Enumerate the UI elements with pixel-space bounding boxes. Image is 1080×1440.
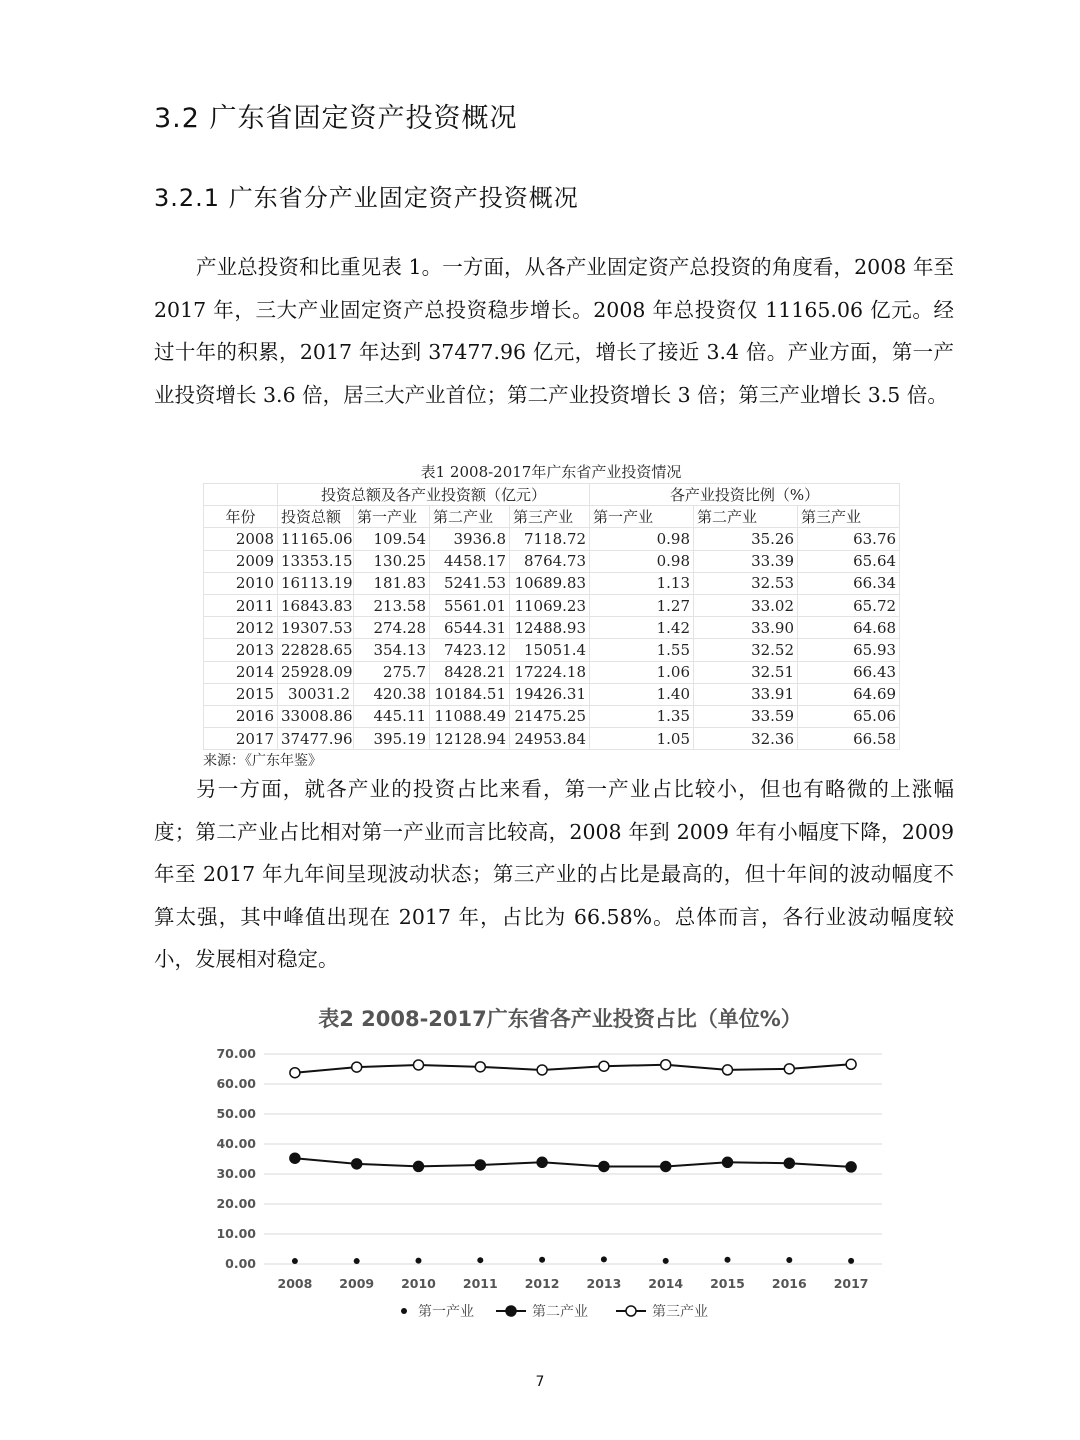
x-tick-label: 2017 (833, 1276, 869, 1291)
table-1-body (204, 528, 900, 750)
table-row (204, 705, 900, 727)
table-cell: 7118.72 (510, 528, 590, 550)
legend-marker (506, 1306, 516, 1316)
table-cell: 37477.96 (278, 728, 354, 750)
table-corner-cell (204, 484, 278, 506)
table-cell: 64.68 (798, 617, 900, 639)
table-cell: 1.27 (590, 594, 694, 616)
y-tick-label: 0.00 (225, 1256, 256, 1271)
table-cell: 33.91 (694, 683, 798, 705)
data-point-series-3 (414, 1060, 424, 1070)
table-cell-year: 2014 (204, 661, 278, 683)
table-cell: 4458.17 (430, 550, 510, 572)
x-tick-label: 2013 (586, 1276, 622, 1291)
table-cell: 0.98 (590, 528, 694, 550)
data-point-series-3 (475, 1062, 485, 1072)
table-cell: 17224.18 (510, 661, 590, 683)
legend-marker (626, 1306, 636, 1316)
table-cell: 24953.84 (510, 728, 590, 750)
y-tick-label: 60.00 (216, 1076, 256, 1091)
table-cell: 5241.53 (430, 572, 510, 594)
table-cell: 12128.94 (430, 728, 510, 750)
table-row (204, 683, 900, 705)
table-cell: 33.39 (694, 550, 798, 572)
table-cell-year: 2016 (204, 705, 278, 727)
table-cell: 33.02 (694, 594, 798, 616)
data-point-series-1 (786, 1257, 792, 1263)
table-cell: 274.28 (354, 617, 430, 639)
table-row (204, 661, 900, 683)
table-cell: 25928.09 (278, 661, 354, 683)
legend-marker (401, 1308, 407, 1314)
column-header: 第一产业 (354, 506, 430, 528)
table-cell: 16843.83 (278, 594, 354, 616)
table-cell: 275.7 (354, 661, 430, 683)
table-cell: 22828.65 (278, 639, 354, 661)
table-cell: 420.38 (354, 683, 430, 705)
table-cell: 1.42 (590, 617, 694, 639)
table-cell: 10689.83 (510, 572, 590, 594)
x-tick-label: 2010 (401, 1276, 436, 1291)
x-tick-label: 2014 (648, 1276, 684, 1291)
table-cell: 65.72 (798, 594, 900, 616)
column-header: 年份 (204, 506, 278, 528)
table-header-row (204, 506, 900, 528)
table-cell: 354.13 (354, 639, 430, 661)
table-row (204, 617, 900, 639)
paragraph-2: 另一方面，就各产业的投资占比来看，第一产业占比较小，但也有略微的上涨幅度；第二产业占比相对第一产业而言比较高，2008 年到 2009 年有小幅度下降，2009 年至 2017 年九年间呈现波动状态；第三产业的占比是最高的，但十年间的波动幅度不算太强，其中峰值出现在 2017 年，占比为 66.58%。总体而言，各行业波动幅度较小，发展相对稳定。 (154, 777, 954, 971)
legend-label: 第二产业 (532, 1304, 588, 1320)
table-cell: 65.64 (798, 550, 900, 572)
data-point-series-1 (416, 1258, 422, 1264)
table-cell: 11088.49 (430, 705, 510, 727)
table-1-grid (203, 483, 900, 750)
data-point-series-2 (537, 1157, 547, 1167)
table-cell: 35.26 (694, 528, 798, 550)
table-cell: 6544.31 (430, 617, 510, 639)
table-cell: 33.59 (694, 705, 798, 727)
line-chart (200, 990, 920, 1340)
x-tick-label: 2009 (339, 1276, 375, 1291)
table-1-source: 来源：《广东年鉴》 (203, 753, 322, 770)
table-cell: 15051.4 (510, 639, 590, 661)
data-point-series-3 (723, 1065, 733, 1075)
table-row (204, 550, 900, 572)
table-cell-year: 2017 (204, 728, 278, 750)
line-chart-svg (200, 990, 920, 1340)
table-1 (203, 461, 899, 772)
table-cell: 66.34 (798, 572, 900, 594)
table-cell: 395.19 (354, 728, 430, 750)
table-cell: 1.06 (590, 661, 694, 683)
data-point-series-2 (661, 1161, 671, 1171)
data-point-series-3 (846, 1059, 856, 1069)
table-cell: 445.11 (354, 705, 430, 727)
data-point-series-2 (475, 1160, 485, 1170)
table-row (204, 639, 900, 661)
column-header: 投资总额 (278, 506, 354, 528)
data-point-series-3 (661, 1060, 671, 1070)
column-header: 第一产业 (590, 506, 694, 528)
y-tick-label: 40.00 (216, 1136, 256, 1151)
group-header-ratio: 各产业投资比例（%） (590, 484, 900, 506)
table-cell: 130.25 (354, 550, 430, 572)
table-cell: 109.54 (354, 528, 430, 550)
table-cell-year: 2015 (204, 683, 278, 705)
data-point-series-2 (599, 1161, 609, 1171)
table-cell: 19307.53 (278, 617, 354, 639)
series-line-3 (295, 1064, 851, 1072)
group-header-amount: 投资总额及各产业投资额（亿元） (278, 484, 590, 506)
table-cell: 19426.31 (510, 683, 590, 705)
table-cell: 64.69 (798, 683, 900, 705)
table-cell: 10184.51 (430, 683, 510, 705)
data-point-series-1 (663, 1258, 669, 1264)
table-cell: 66.58 (798, 728, 900, 750)
subsection-heading: 3.2.1 广东省分产业固定资产投资概况 (154, 184, 579, 212)
table-cell: 32.51 (694, 661, 798, 683)
table-cell: 181.83 (354, 572, 430, 594)
table-cell: 30031.2 (278, 683, 354, 705)
table-cell-year: 2011 (204, 594, 278, 616)
table-group-header-row (204, 484, 900, 506)
section-heading: 3.2 广东省固定资产投资概况 (154, 103, 518, 134)
data-point-series-2 (723, 1157, 733, 1167)
data-point-series-1 (354, 1258, 360, 1264)
data-point-series-3 (784, 1064, 794, 1074)
table-cell: 33.90 (694, 617, 798, 639)
y-tick-label: 10.00 (216, 1226, 256, 1241)
table-cell: 65.93 (798, 639, 900, 661)
table-cell: 32.36 (694, 728, 798, 750)
table-cell: 11069.23 (510, 594, 590, 616)
data-point-series-2 (846, 1162, 856, 1172)
table-cell: 63.76 (798, 528, 900, 550)
data-point-series-3 (352, 1062, 362, 1072)
table-cell: 12488.93 (510, 617, 590, 639)
data-point-series-2 (352, 1159, 362, 1169)
data-point-series-1 (725, 1257, 731, 1263)
table-cell: 0.98 (590, 550, 694, 572)
table-cell: 1.13 (590, 572, 694, 594)
x-tick-label: 2008 (277, 1276, 313, 1291)
table-cell: 32.52 (694, 639, 798, 661)
data-point-series-2 (414, 1161, 424, 1171)
data-point-series-3 (290, 1068, 300, 1078)
data-point-series-1 (539, 1257, 545, 1263)
table-row (204, 572, 900, 594)
table-cell: 1.40 (590, 683, 694, 705)
y-tick-label: 20.00 (216, 1196, 256, 1211)
y-tick-label: 70.00 (216, 1046, 256, 1061)
data-point-series-3 (599, 1061, 609, 1071)
data-point-series-2 (784, 1158, 794, 1168)
table-cell: 11165.06 (278, 528, 354, 550)
table-row (204, 594, 900, 616)
table-cell: 33008.86 (278, 705, 354, 727)
column-header: 第三产业 (510, 506, 590, 528)
table-cell: 8764.73 (510, 550, 590, 572)
table-cell: 1.55 (590, 639, 694, 661)
legend-label: 第一产业 (418, 1304, 474, 1320)
table-cell-year: 2013 (204, 639, 278, 661)
table-cell: 16113.19 (278, 572, 354, 594)
table-cell: 13353.15 (278, 550, 354, 572)
table-cell: 1.35 (590, 705, 694, 727)
data-point-series-1 (292, 1258, 298, 1264)
paragraph-1: 产业总投资和比重见表 1。一方面，从各产业固定资产总投资的角度看，2008 年至 2017 年，三大产业固定资产总投资稳步增长。2008 年总投资仅 11165.06 亿元。经过十年的积累，2017 年达到 37477.96 亿元，增长了接近 3.4 倍。产业方面，第一产业投资增长 3.6 倍，居三大产业首位；第二产业投资增长 3 倍；第三产业增长 3.5 倍。 (154, 255, 954, 407)
x-tick-label: 2016 (771, 1276, 807, 1291)
data-point-series-3 (537, 1065, 547, 1075)
page-number: 7 (535, 1374, 545, 1390)
table-cell: 1.05 (590, 728, 694, 750)
y-tick-label: 30.00 (216, 1166, 256, 1181)
table-cell-year: 2008 (204, 528, 278, 550)
series-line-2 (295, 1158, 851, 1167)
table-cell: 3936.8 (430, 528, 510, 550)
table-row (204, 528, 900, 550)
x-tick-label: 2015 (710, 1276, 745, 1291)
table-cell: 32.53 (694, 572, 798, 594)
table-cell-year: 2012 (204, 617, 278, 639)
table-cell-year: 2009 (204, 550, 278, 572)
column-header: 第二产业 (694, 506, 798, 528)
legend-label: 第三产业 (652, 1304, 708, 1320)
table-cell: 5561.01 (430, 594, 510, 616)
y-tick-label: 50.00 (216, 1106, 256, 1121)
data-point-series-1 (477, 1257, 483, 1263)
table-1-title: 表1 2008-2017年广东省产业投资情况 (420, 463, 682, 481)
chart-title: 表2 2008-2017广东省各产业投资占比（单位%） (318, 1007, 802, 1031)
data-point-series-1 (848, 1258, 854, 1264)
column-header: 第三产业 (798, 506, 900, 528)
table-cell: 66.43 (798, 661, 900, 683)
table-cell: 65.06 (798, 705, 900, 727)
table-cell: 213.58 (354, 594, 430, 616)
table-cell-year: 2010 (204, 572, 278, 594)
x-tick-label: 2012 (524, 1276, 560, 1291)
data-point-series-2 (290, 1153, 300, 1163)
column-header: 第二产业 (430, 506, 510, 528)
data-point-series-1 (601, 1256, 607, 1262)
table-row (204, 728, 900, 750)
table-cell: 7423.12 (430, 639, 510, 661)
x-tick-label: 2011 (462, 1276, 498, 1291)
table-cell: 21475.25 (510, 705, 590, 727)
table-cell: 8428.21 (430, 661, 510, 683)
